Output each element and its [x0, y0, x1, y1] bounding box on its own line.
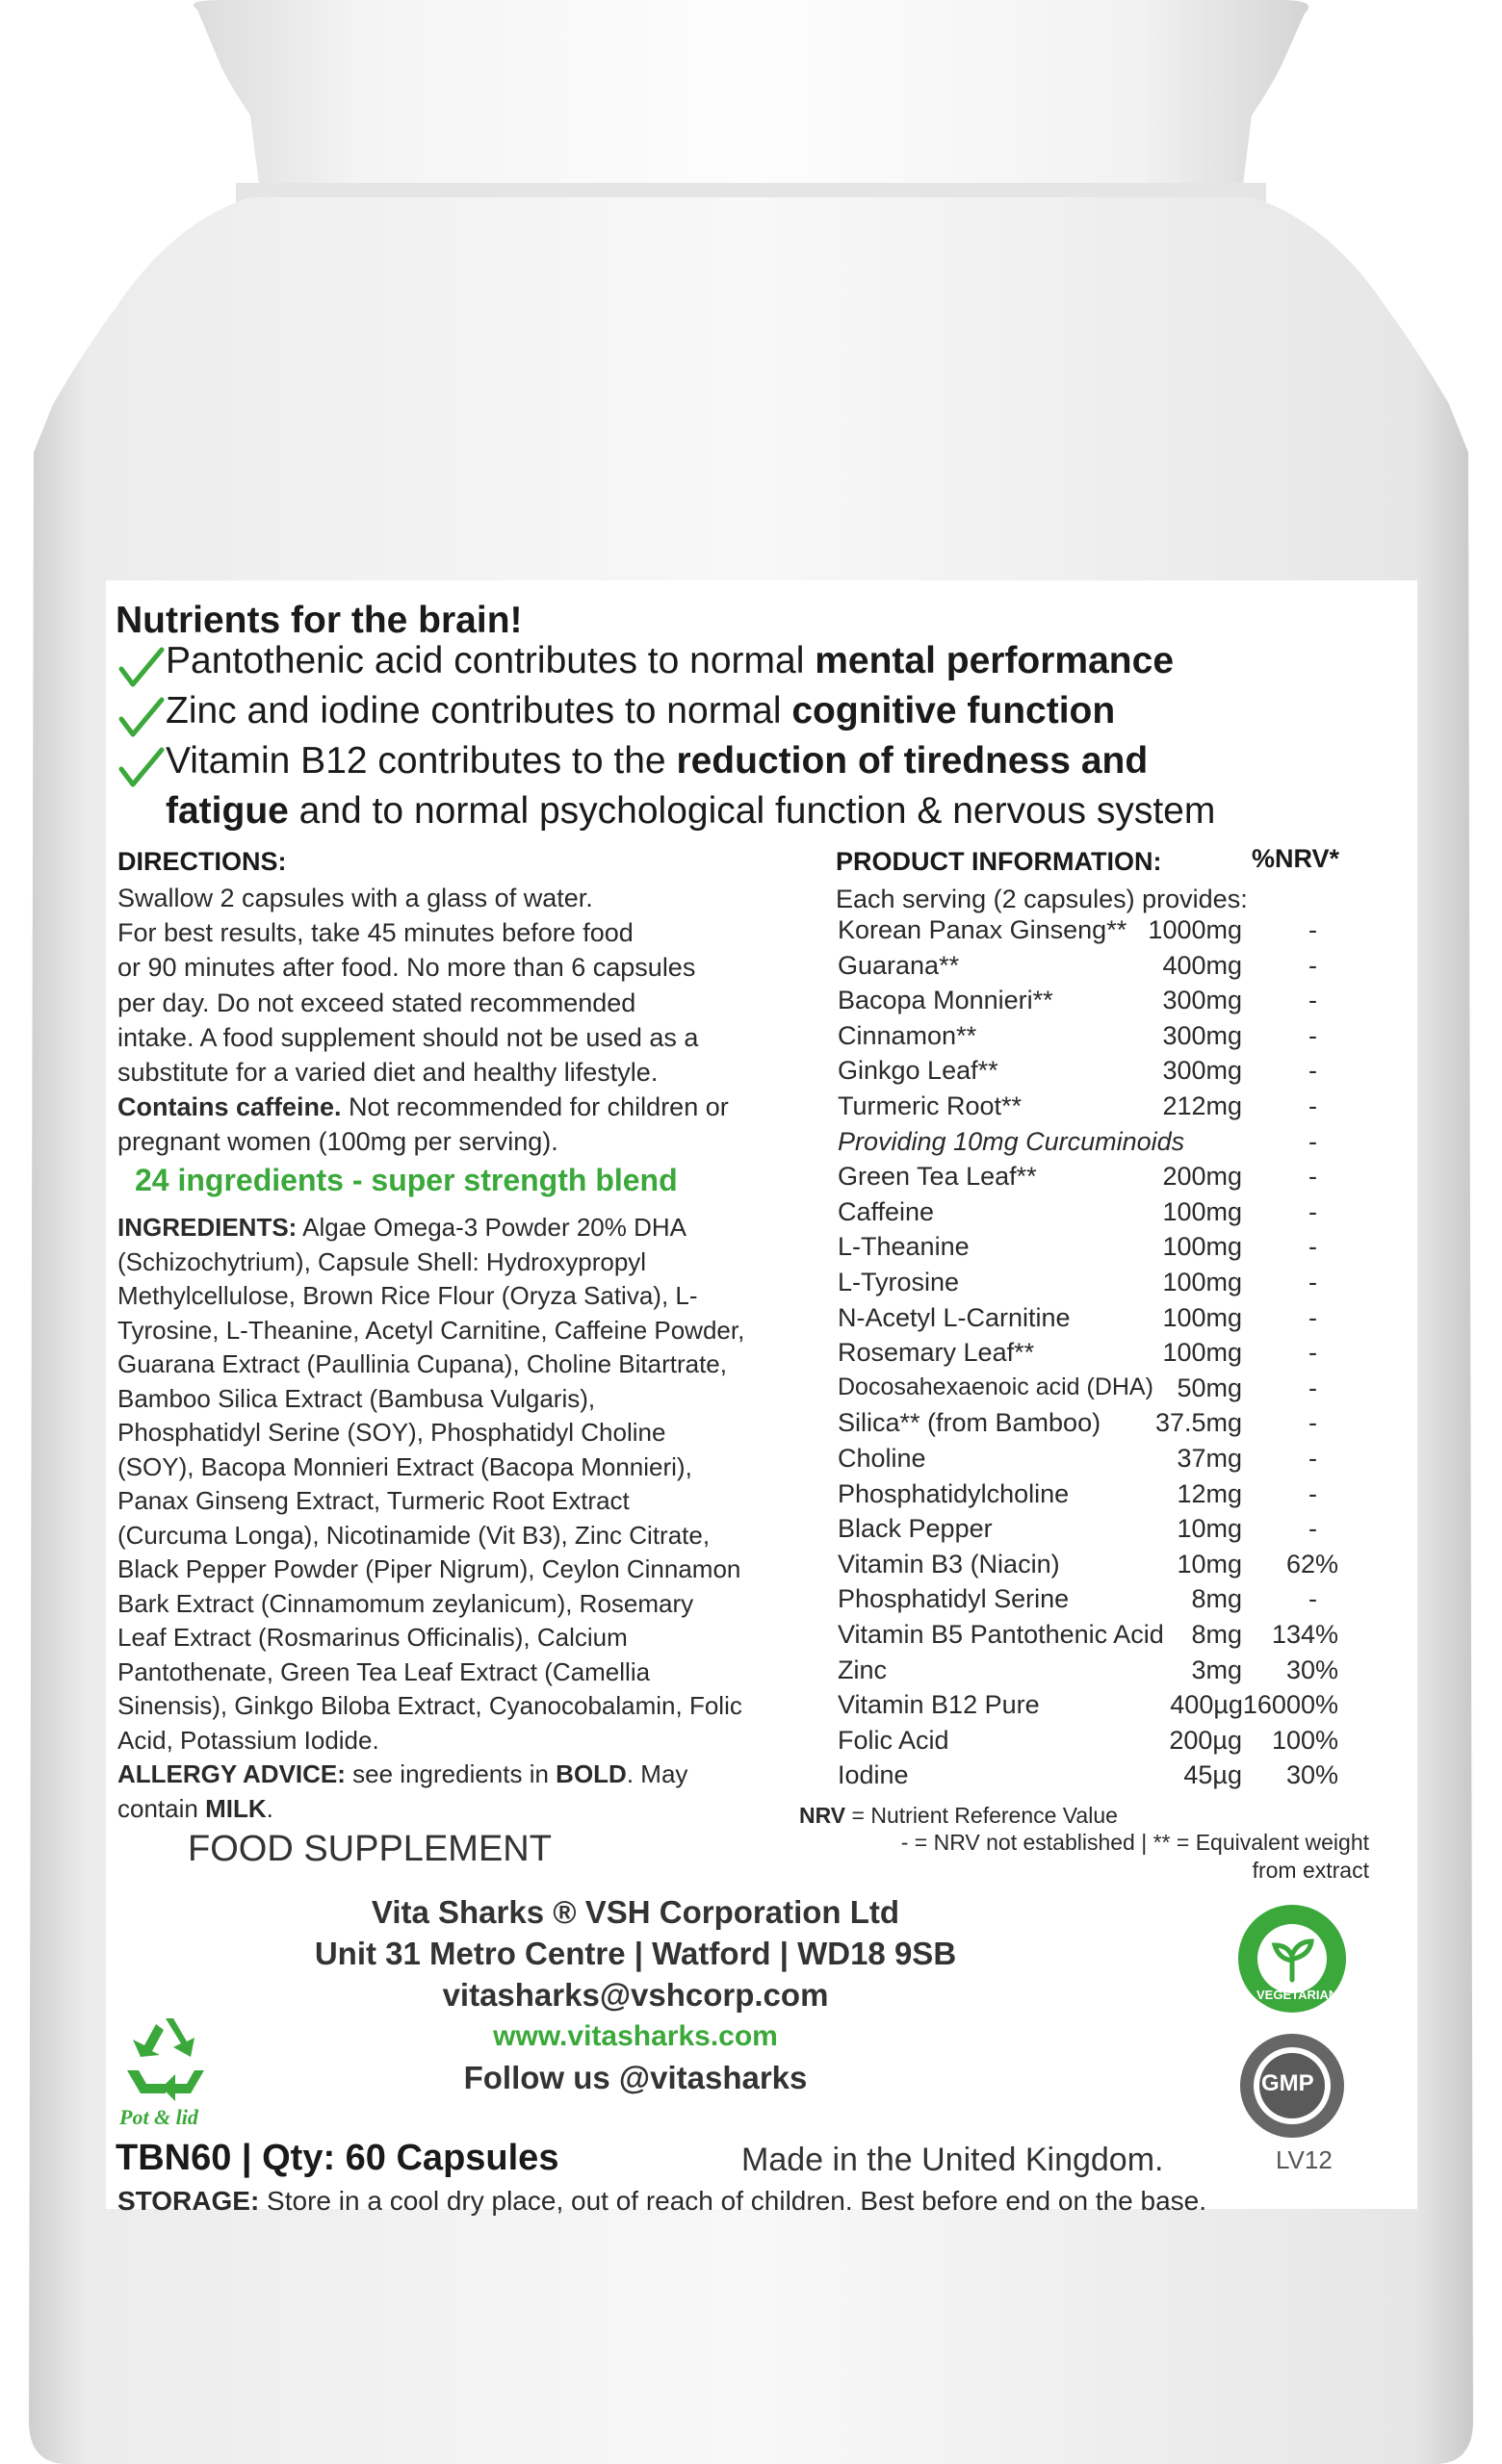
check-icon [117, 696, 166, 740]
made-in: Made in the United Kingdom. [741, 2142, 1164, 2178]
dash-note: - = NRV not established | ** = Equivalent weight [900, 1830, 1369, 1855]
nutrient-name: Cinnamon** [838, 1020, 977, 1050]
nutrient-nrv: - [1308, 1162, 1317, 1192]
nutrient-row [838, 1408, 1377, 1443]
nutrient-row [838, 1091, 1377, 1126]
nutrient-row [838, 986, 1377, 1020]
vegetarian-label: VEGETARIAN [1256, 1988, 1338, 2002]
nutrient-nrv: - [1308, 1408, 1317, 1438]
nutrient-nrv: - [1308, 1091, 1317, 1120]
nutrient-row [838, 1726, 1377, 1760]
nutrient-table [838, 915, 1415, 1791]
nutrient-nrv: - [1308, 1444, 1317, 1473]
nutrient-row [838, 1584, 1377, 1619]
nutrient-amount: 100mg [1162, 1196, 1242, 1226]
nutrient-row [838, 1338, 1377, 1373]
nutrient-row [838, 1021, 1377, 1056]
nutrient-amount: 300mg [1162, 1056, 1242, 1086]
dash-note-2: from extract [1252, 1858, 1369, 1883]
claim-1: Pantothenic acid contributes to normal mental performance [166, 640, 1175, 681]
ingredients-text: INGREDIENTS: Algae Omega-3 Powder 20% DHA (Schizochytrium), Capsule Shell: Hydroxypropyl Methylcellulose, Brown Rice Flour (Oryza Sativa), L- Tyrosine, L-Theanine, Acetyl Carnitine, Caffeine Powder, Guarana Extract (Paullinia Cupana), Choline Bitartrate, Bamboo Silica Extract (Bambusa Vulgaris), Phosphatidyl Serine (SOY), Phosphatidyl Choline (SOY), Bacopa Monnieri Extract (Bacopa Monnieri), Panax Ginseng Extract, Turmeric Root Extract (Curcuma Longa), Nicotinamide (Vit B3), Zinc Citrate, Black Pepper Powder (Piper Nigrum), Ceylon Cinnamon Bark Extract (Cinnamomum zeylanicum), Rosemary Leaf Extract (Rosmarinus Officinalis), Calcium Pantothenate, Green Tea Leaf Extract (Camellia Sinensis), Ginkgo Biloba Extract, Cyanocobalamin, Folic Acid, Potassium Iodide. ALLERGY ADVICE: see ingredients in BOLD. May contain MILK. [117, 1213, 745, 1823]
check-icon [117, 746, 166, 790]
nutrient-nrv: - [1308, 950, 1317, 980]
nutrient-row [838, 1444, 1377, 1478]
nutrient-amount: 212mg [1162, 1091, 1242, 1120]
serving-note: Each serving (2 capsules) provides: [836, 885, 1248, 913]
nutrient-name: L-Theanine [838, 1232, 970, 1262]
nutrient-row [838, 1760, 1377, 1795]
nutrient-amount: 45µg [1183, 1760, 1242, 1790]
nutrient-nrv: 30% [1285, 1760, 1338, 1790]
nutrient-row [838, 1479, 1377, 1514]
directions-title: DIRECTIONS: [117, 847, 287, 876]
nutrient-name: Phosphatidyl Serine [838, 1584, 1070, 1614]
nutrient-row [838, 1303, 1377, 1338]
nutrient-amount: 100mg [1162, 1232, 1242, 1262]
company-website: www.vitasharks.com [493, 2020, 778, 2052]
nrv-note: NRV = Nutrient Reference Value [799, 1803, 1118, 1828]
nutrient-nrv: 100% [1271, 1725, 1338, 1755]
nutrient-nrv: - [1308, 1196, 1317, 1226]
nutrient-name: Zinc [838, 1655, 888, 1684]
nutrient-nrv: - [1308, 1020, 1317, 1050]
nutrient-nrv: - [1308, 986, 1317, 1015]
nutrient-row [838, 1620, 1377, 1655]
company-name: Vita Sharks ® VSH Corporation Ltd [371, 1894, 900, 1930]
nutrient-row [838, 1197, 1377, 1232]
nutrient-nrv: - [1308, 1126, 1317, 1156]
nutrient-nrv: - [1308, 1056, 1317, 1086]
nutrient-nrv: - [1308, 1302, 1317, 1332]
nutrient-amount: 3mg [1191, 1655, 1242, 1684]
nutrient-row [838, 1550, 1377, 1584]
nutrient-name: Korean Panax Ginseng** [838, 915, 1127, 944]
nutrient-amount: 37mg [1177, 1444, 1242, 1473]
nutrient-name: Providing 10mg Curcuminoids [838, 1126, 1185, 1156]
nutrient-nrv: 134% [1271, 1620, 1338, 1649]
nutrient-name: Vitamin B12 Pure [838, 1690, 1040, 1720]
nutrient-row [838, 1127, 1377, 1162]
gmp-label: GMP [1261, 2070, 1314, 2096]
storage-note: STORAGE: Store in a cool dry place, out of reach of children. Best before end on the base. [117, 2186, 1206, 2216]
nutrient-nrv: - [1308, 1373, 1317, 1402]
nutrient-nrv: 62% [1285, 1549, 1338, 1578]
nutrient-amount: 100mg [1162, 1268, 1242, 1296]
product-label [106, 580, 1417, 2216]
nutrient-name: Choline [838, 1444, 926, 1473]
nutrient-name: L-Tyrosine [838, 1268, 960, 1296]
nutrient-amount: 200µg [1169, 1725, 1242, 1755]
product-info-title: PRODUCT INFORMATION: [836, 847, 1162, 876]
nutrient-nrv: - [1308, 1514, 1317, 1544]
nutrient-name: Caffeine [838, 1196, 935, 1226]
nutrient-nrv: - [1308, 1268, 1317, 1296]
nutrient-name: Folic Acid [838, 1725, 949, 1755]
nutrient-amount: 400mg [1162, 950, 1242, 980]
nutrient-name: Green Tea Leaf** [838, 1162, 1037, 1192]
nutrient-amount: 10mg [1177, 1549, 1242, 1578]
nutrient-row [838, 1690, 1377, 1725]
nutrient-name: Docosahexaenoic acid (DHA) [838, 1373, 1153, 1400]
nutrient-amount: 8mg [1191, 1620, 1242, 1649]
nutrient-row [838, 1656, 1377, 1690]
nutrient-nrv: - [1308, 1232, 1317, 1262]
nutrient-row [838, 951, 1377, 986]
company-block [202, 1891, 1069, 2098]
nutrient-name: Guarana** [838, 950, 960, 980]
food-supplement-label: FOOD SUPPLEMENT [188, 1829, 552, 1869]
company-email: vitasharks@vshcorp.com [442, 1977, 829, 2013]
nutrient-name: Rosemary Leaf** [838, 1338, 1035, 1368]
claim-3-cont: fatigue and to normal psychological function & nervous system [166, 790, 1216, 832]
nutrient-name: Vitamin B5 Pantothenic Acid [838, 1620, 1164, 1649]
nutrient-row [838, 1162, 1377, 1196]
nutrient-nrv: - [1308, 1338, 1317, 1368]
nutrient-name: Black Pepper [838, 1514, 993, 1544]
nutrient-amount: 12mg [1177, 1478, 1242, 1508]
nutrient-name: Phosphatidylcholine [838, 1478, 1070, 1508]
nutrient-nrv: - [1308, 1478, 1317, 1508]
recycle-icon [117, 2015, 214, 2107]
blend-tagline: 24 ingredients - super strength blend [135, 1163, 678, 1197]
company-social: Follow us @vitasharks [463, 2060, 808, 2095]
company-address: Unit 31 Metro Centre | Watford | WD18 9SB [314, 1936, 957, 1971]
nutrient-amount: 37.5mg [1154, 1408, 1242, 1438]
claim-3: Vitamin B12 contributes to the reduction of tiredness and [166, 740, 1149, 782]
nutrient-nrv: - [1308, 1584, 1317, 1614]
nutrient-name: Vitamin B3 (Niacin) [838, 1549, 1060, 1578]
nutrient-amount: 100mg [1162, 1302, 1242, 1332]
nutrient-name: Iodine [838, 1760, 909, 1790]
nutrient-name: Ginkgo Leaf** [838, 1056, 998, 1086]
nutrient-name: Silica** (from Bamboo) [838, 1408, 1101, 1438]
nutrient-amount: 100mg [1162, 1338, 1242, 1368]
claim-2: Zinc and iodine contributes to normal cognitive function [166, 690, 1116, 732]
nutrient-nrv: - [1308, 915, 1317, 944]
label-heading: Nutrients for the brain! [116, 600, 523, 641]
nutrient-amount: 200mg [1162, 1162, 1242, 1192]
nutrient-amount: 10mg [1177, 1514, 1242, 1544]
batch-code: LV12 [1276, 2145, 1333, 2174]
nutrient-row [838, 915, 1377, 950]
nutrient-amount: 1000mg [1148, 915, 1242, 944]
check-icon [117, 646, 166, 690]
nutrient-row [838, 1373, 1377, 1408]
nutrient-name: Turmeric Root** [838, 1091, 1023, 1120]
recycle-label: Pot & lid [119, 2105, 198, 2129]
nutrient-row [838, 1268, 1377, 1302]
product-code: TBN60 | Qty: 60 Capsules [116, 2138, 559, 2178]
nutrient-amount: 50mg [1177, 1373, 1242, 1402]
nutrient-amount: 400µg16000% [1170, 1690, 1338, 1720]
nutrient-name: Bacopa Monnieri** [838, 986, 1053, 1015]
directions-text: Swallow 2 capsules with a glass of water. For best results, take 45 minutes before food or 90 minutes after food. No more than 6 capsules per day. Do not exceed stated recommended intake. A food supplement should not be used as a substitute for a varied diet and healthy lifestyle. Contains caffeine. Not recommended for children or pregnant women (100mg per serving). [117, 884, 729, 1157]
nutrient-amount: 8mg [1191, 1584, 1242, 1614]
nutrient-amount: 300mg [1162, 1020, 1242, 1050]
nutrient-amount: 300mg [1162, 986, 1242, 1015]
nutrient-row [838, 1232, 1377, 1267]
nutrient-nrv: 30% [1285, 1655, 1338, 1684]
nutrient-row [838, 1056, 1377, 1091]
nrv-header: %NRV* [1252, 844, 1340, 873]
nutrient-row [838, 1514, 1377, 1549]
nutrient-name: N-Acetyl L-Carnitine [838, 1302, 1071, 1332]
